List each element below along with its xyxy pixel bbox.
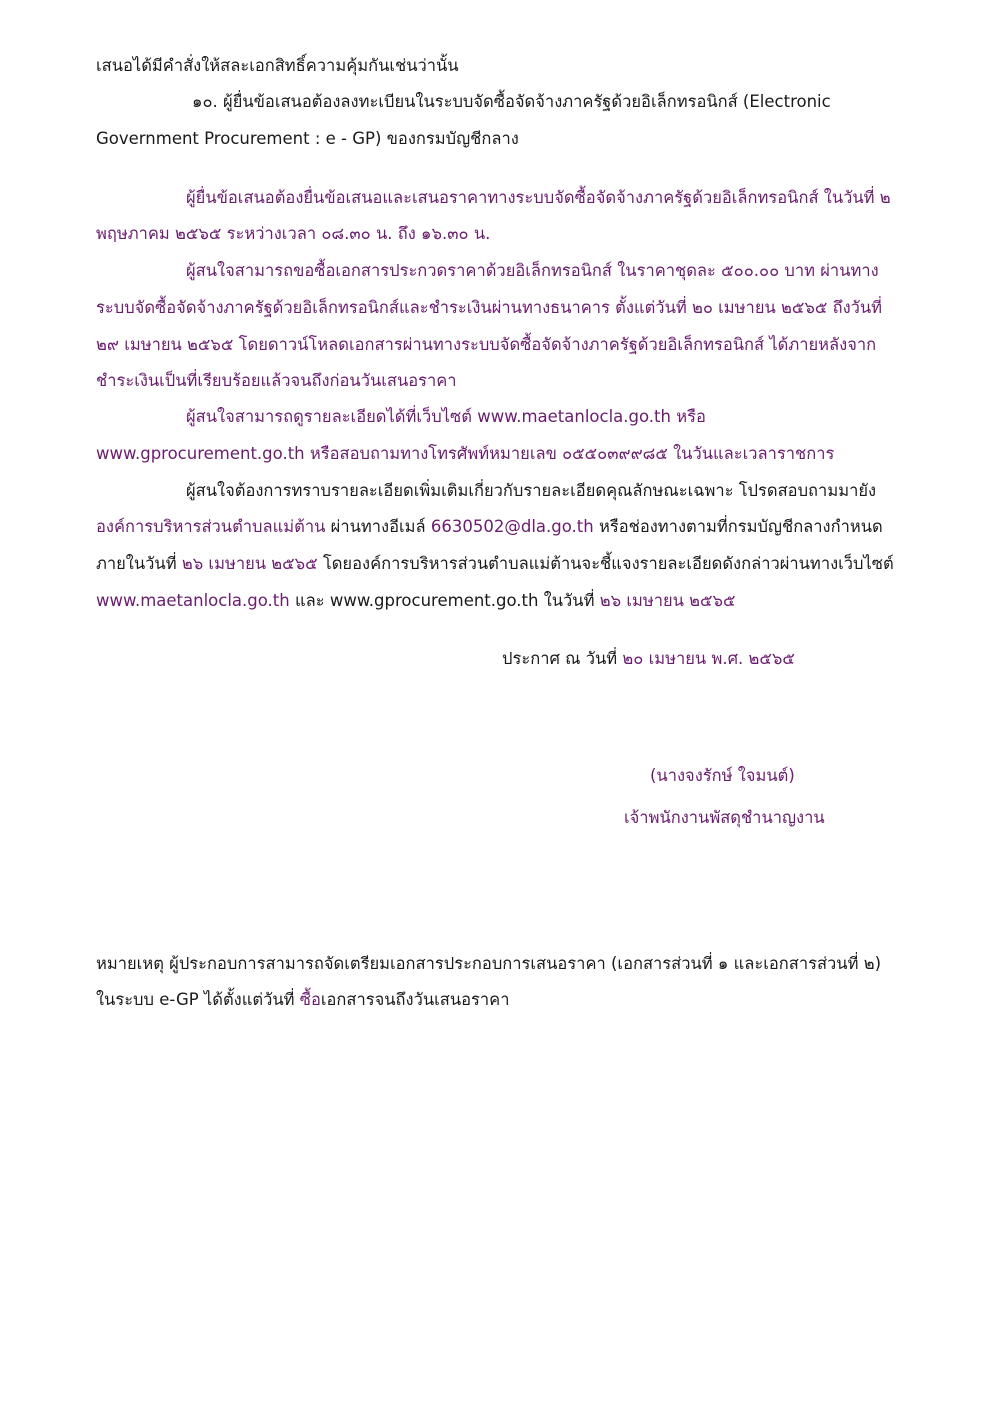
clarify-sites-text: และ www.gprocurement.go.th ในวันที่ (294, 591, 595, 610)
website-or: หรือ (676, 407, 706, 426)
deadline-clarify: จะชี้แจงรายละเอียดดังกล่าวผ่านทางเว็บไซต์ (581, 554, 894, 573)
note-line-1: หมายเหตุ ผู้ประกอบการสามารถจัดเตรียมเอกสารประกอบการเสนอราคา (เอกสารส่วนที่ ๑ และเอกสารส่วนที่ ๒) (96, 954, 882, 973)
text-line-clarify-sites (96, 589, 736, 613)
note-until-text: เอกสารจนถึงวันเสนอราคา (320, 990, 510, 1009)
text-line-purchase-period: ระบบจัดซื้อจัดจ้างภาครัฐด้วยอิเล็กทรอนิกส์และชำระเงินผ่านทางธนาคาร ตั้งแต่วันที่ ๒๐ เมษายน ๒๕๖๕ ถึงวันที่ (96, 298, 883, 317)
note-buy-word: ซื้อ (299, 990, 321, 1009)
signer-title: เจ้าพนักงานพัสดุชำนาญงาน (624, 808, 825, 827)
text-line-payment: ชำระเงินเป็นที่เรียบร้อยแล้วจนถึงก่อนวันเสนอราคา (96, 371, 457, 390)
text-line-inquiry-contact (96, 515, 883, 539)
text-line-item-10-cont: Government Procurement : e - GP) ของกรมบัญชีกลาง (96, 129, 519, 148)
note-egp-text: ในระบบ e-GP ได้ตั้งแต่วันที่ (96, 990, 295, 1009)
text-line-gprocurement: www.gprocurement.go.th หรือสอบถามทางโทรศัพท์หมายเลข ๐๕๕๐๓๙๙๘๕ ในวันและเวลาราชการ (96, 444, 835, 463)
text-line-submission: ผู้ยื่นข้อเสนอต้องยื่นข้อเสนอและเสนอราคาทางระบบจัดซื้อจัดจ้างภาครัฐด้วยอิเล็กทรอนิกส์ ในวันที่ ๒ (186, 188, 891, 207)
channel-text: หรือช่องทางตามที่กรมบัญชีกลางกำหนด (598, 517, 883, 536)
announcement-date-value: ๒๐ เมษายน พ.ศ. ๒๕๖๕ (622, 649, 795, 668)
clarify-date: ๒๖ เมษายน ๒๕๖๕ (599, 591, 736, 610)
text-line-item-10: ๑๐. ผู้ยื่นข้อเสนอต้องลงทะเบียนในระบบจัดซื้อจัดจ้างภาครัฐด้วยอิเล็กทรอนิกส์ (Electronic (192, 92, 831, 111)
announcement-date (502, 647, 795, 671)
text-line-website (186, 405, 706, 429)
text-line-waiver: เสนอได้มีคำสั่งให้สละเอกสิทธิ์ความคุ้มกันเช่นว่านั้น (96, 56, 459, 75)
text-line-deadline (96, 552, 894, 576)
email-link[interactable]: 6630502@dla.go.th (430, 517, 594, 536)
text-line-download: ๒๙ เมษายน ๒๕๖๕ โดยดาวน์โหลดเอกสารผ่านทางระบบจัดซื้อจัดจ้างภาครัฐด้วยอิเล็กทรอนิกส์ ได้ภายหลังจาก (96, 335, 877, 354)
note-line-2 (96, 988, 509, 1012)
text-line-submission-date: พฤษภาคม ๒๕๖๕ ระหว่างเวลา ๐๘.๓๐ น. ถึง ๑๖.๓๐ น. (96, 224, 491, 243)
text-line-inquiry: ผู้สนใจต้องการทราบรายละเอียดเพิ่มเติมเกี่ยวกับรายละเอียดคุณลักษณะเฉพาะ โปรดสอบถามมายัง (186, 481, 877, 500)
website-link-maetan-2[interactable]: www.maetanlocla.go.th (96, 591, 290, 610)
org-name: องค์การบริหารส่วนตำบลแม่ต้าน (96, 517, 326, 536)
announcement-label: ประกาศ ณ วันที่ (502, 649, 618, 668)
signer-name: (นางจงรักษ์ ใจมนต์) (650, 766, 795, 785)
deadline-date: ๒๖ เมษายน ๒๕๖๕ (181, 554, 318, 573)
website-link-maetan[interactable]: www.maetanlocla.go.th (477, 407, 671, 426)
website-label: ผู้สนใจสามารถดูรายละเอียดได้ที่เว็บไซต์ (186, 407, 472, 426)
text-line-purchase: ผู้สนใจสามารถขอซื้อเอกสารประกวดราคาด้วยอิเล็กทรอนิกส์ ในราคาชุดละ ๕๐๐.๐๐ บาท ผ่านทาง (186, 261, 879, 280)
deadline-org: โดยองค์การบริหารส่วนตำบลแม่ต้าน (322, 554, 582, 573)
deadline-label: ภายในวันที่ (96, 554, 177, 573)
via-email-label: ผ่านทางอีเมล์ (330, 517, 426, 536)
